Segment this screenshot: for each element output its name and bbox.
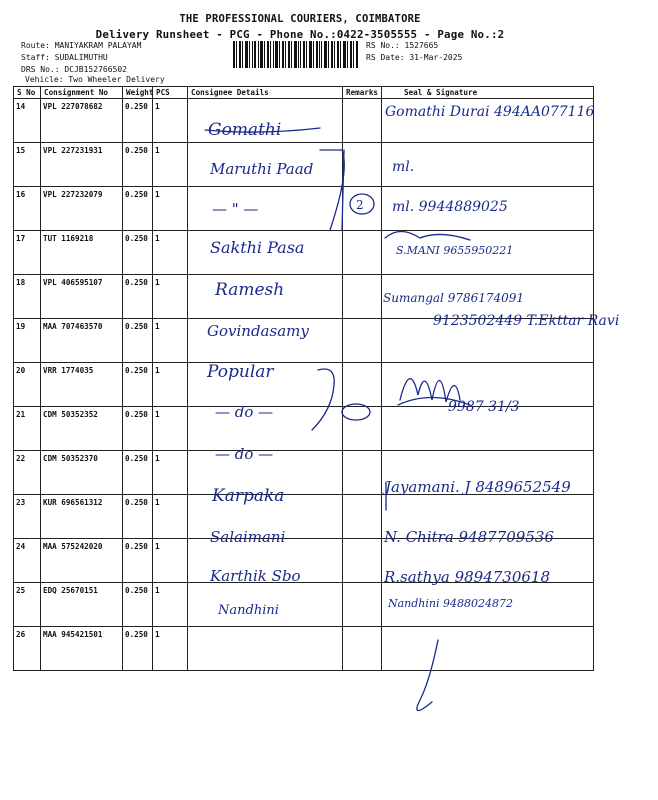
handwritten-consignee: Nandhini (218, 603, 279, 618)
row-remarks-cell (343, 231, 382, 275)
row-remarks-cell (343, 627, 382, 671)
barcode-icon (233, 41, 358, 68)
runsheet-subtitle: Delivery Runsheet - PCG - Phone No.:0422-3505555 - Page No.:2 (95, 28, 505, 41)
vehicle-label: Vehicle: Two Wheeler Delivery (25, 75, 165, 84)
staff-label: Staff: SUDALIMUTHU (21, 53, 108, 62)
row-consignment-no: EDQ 25670151 (41, 583, 123, 627)
row-weight: 0.250 (123, 319, 153, 363)
row-remarks-cell (343, 143, 382, 187)
handwritten-signature: ml. 9944889025 (392, 199, 508, 215)
column-header: PCS (153, 87, 188, 99)
row-weight: 0.250 (123, 99, 153, 143)
rs-number: RS No.: 1527665 (366, 41, 439, 50)
handwritten-signature: ml. (392, 159, 415, 175)
row-sno: 21 (14, 407, 41, 451)
row-pcs: 1 (153, 495, 188, 539)
row-sno: 15 (14, 143, 41, 187)
row-weight: 0.250 (123, 275, 153, 319)
row-sno: 26 (14, 627, 41, 671)
row-consignment-no: MAA 575242020 (41, 539, 123, 583)
handwritten-consignee: Maruthi Paad (210, 160, 314, 178)
row-pcs: 1 (153, 99, 188, 143)
row-weight: 0.250 (123, 495, 153, 539)
row-consignee-cell (188, 627, 343, 671)
column-header: Consignment No (41, 87, 123, 99)
column-header: Remarks (343, 87, 382, 99)
handwritten-consignee: Salaimani (210, 528, 286, 546)
row-consignment-no: MAA 707463570 (41, 319, 123, 363)
company-title: THE PROFESSIONAL COURIERS, COIMBATORE (179, 13, 421, 25)
handwritten-signature: Sumangal 9786174091 (383, 291, 525, 305)
row-sno: 14 (14, 99, 41, 143)
row-remarks-cell (343, 363, 382, 407)
handwritten-consignee: Gomathi (208, 120, 282, 140)
row-remarks-cell (343, 99, 382, 143)
row-consignment-no: CDM 50352370 (41, 451, 123, 495)
row-consignment-no: VPL 406595107 (41, 275, 123, 319)
handwritten-signature: Gomathi Durai 494AA077116 (385, 104, 595, 120)
column-header: S No (14, 87, 41, 99)
handwritten-consignee: — do — (215, 445, 274, 463)
row-sno: 17 (14, 231, 41, 275)
handwritten-signature: S.MANI 9655950221 (396, 244, 514, 257)
handwritten-consignee: Govindasamy (207, 322, 309, 340)
row-weight: 0.250 (123, 363, 153, 407)
row-pcs: 1 (153, 319, 188, 363)
drs-number: DRS No.: DCJB152766502 (21, 65, 127, 74)
row-pcs: 1 (153, 143, 188, 187)
column-header: Consignee Details (188, 87, 343, 99)
row-remarks-cell (343, 275, 382, 319)
row-consignment-no: MAA 945421501 (41, 627, 123, 671)
row-seal-cell (382, 627, 594, 671)
row-consignment-no: VRR 1774035 (41, 363, 123, 407)
row-weight: 0.250 (123, 187, 153, 231)
row-pcs: 1 (153, 539, 188, 583)
row-pcs: 1 (153, 275, 188, 319)
table-row (14, 627, 594, 671)
row-sno: 19 (14, 319, 41, 363)
row-consignment-no: VPL 227232079 (41, 187, 123, 231)
row-sno: 23 (14, 495, 41, 539)
row-weight: 0.250 (123, 231, 153, 275)
row-consignment-no: TUT 1169218 (41, 231, 123, 275)
handwritten-consignee: Popular (207, 362, 274, 382)
row-remarks-cell (343, 583, 382, 627)
handwritten-consignee: Karpaka (212, 486, 285, 506)
column-header: Seal & Signature (382, 87, 594, 99)
row-pcs: 1 (153, 407, 188, 451)
row-weight: 0.250 (123, 407, 153, 451)
column-header: Weight (123, 87, 153, 99)
row-sno: 20 (14, 363, 41, 407)
table-header-row (14, 87, 594, 99)
handwritten-consignee: — do — (215, 403, 274, 421)
row-consignment-no: KUR 696561312 (41, 495, 123, 539)
row-remarks-cell (343, 407, 382, 451)
route-label: Route: MANIYAKRAM PALAYAM (21, 41, 142, 50)
row-pcs: 1 (153, 231, 188, 275)
row-consignment-no: VPL 227231931 (41, 143, 123, 187)
row-remarks-cell (343, 495, 382, 539)
row-pcs: 1 (153, 363, 188, 407)
handwritten-consignee: Sakthi Pasa (210, 238, 305, 257)
handwritten-signature: Jayamani. J 8489652549 (385, 478, 571, 496)
row-pcs: 1 (153, 451, 188, 495)
row-consignment-no: VPL 227078682 (41, 99, 123, 143)
row-remarks-cell (343, 319, 382, 363)
handwritten-consignee: Karthik Sbo (210, 567, 301, 585)
handwritten-consignee: — " — (212, 200, 259, 218)
rs-date: RS Date: 31-Mar-2025 (366, 53, 463, 62)
row-pcs: 1 (153, 187, 188, 231)
handwritten-signature: 9987 31/3 (448, 399, 520, 415)
row-sno: 16 (14, 187, 41, 231)
handwritten-signature: N. Chitra 9487709536 (384, 528, 554, 546)
row-sno: 25 (14, 583, 41, 627)
handwritten-signature: 9123502449 T.Ekttar Ravi (433, 313, 620, 329)
row-weight: 0.250 (123, 451, 153, 495)
row-weight: 0.250 (123, 583, 153, 627)
row-sno: 22 (14, 451, 41, 495)
row-weight: 0.250 (123, 143, 153, 187)
row-remarks-cell (343, 539, 382, 583)
row-remarks-cell (343, 451, 382, 495)
row-sno: 24 (14, 539, 41, 583)
row-sno: 18 (14, 275, 41, 319)
row-weight: 0.250 (123, 539, 153, 583)
row-pcs: 1 (153, 583, 188, 627)
handwritten-signature: R.sathya 9894730618 (384, 568, 551, 586)
row-consignee-cell (188, 187, 343, 231)
row-consignment-no: CDM 50352352 (41, 407, 123, 451)
svg-text:2: 2 (356, 198, 364, 212)
row-weight: 0.250 (123, 627, 153, 671)
handwritten-signature: Nandhini 9488024872 (388, 597, 513, 610)
handwritten-consignee: Ramesh (215, 280, 285, 300)
row-remarks-cell (343, 187, 382, 231)
row-pcs: 1 (153, 627, 188, 671)
